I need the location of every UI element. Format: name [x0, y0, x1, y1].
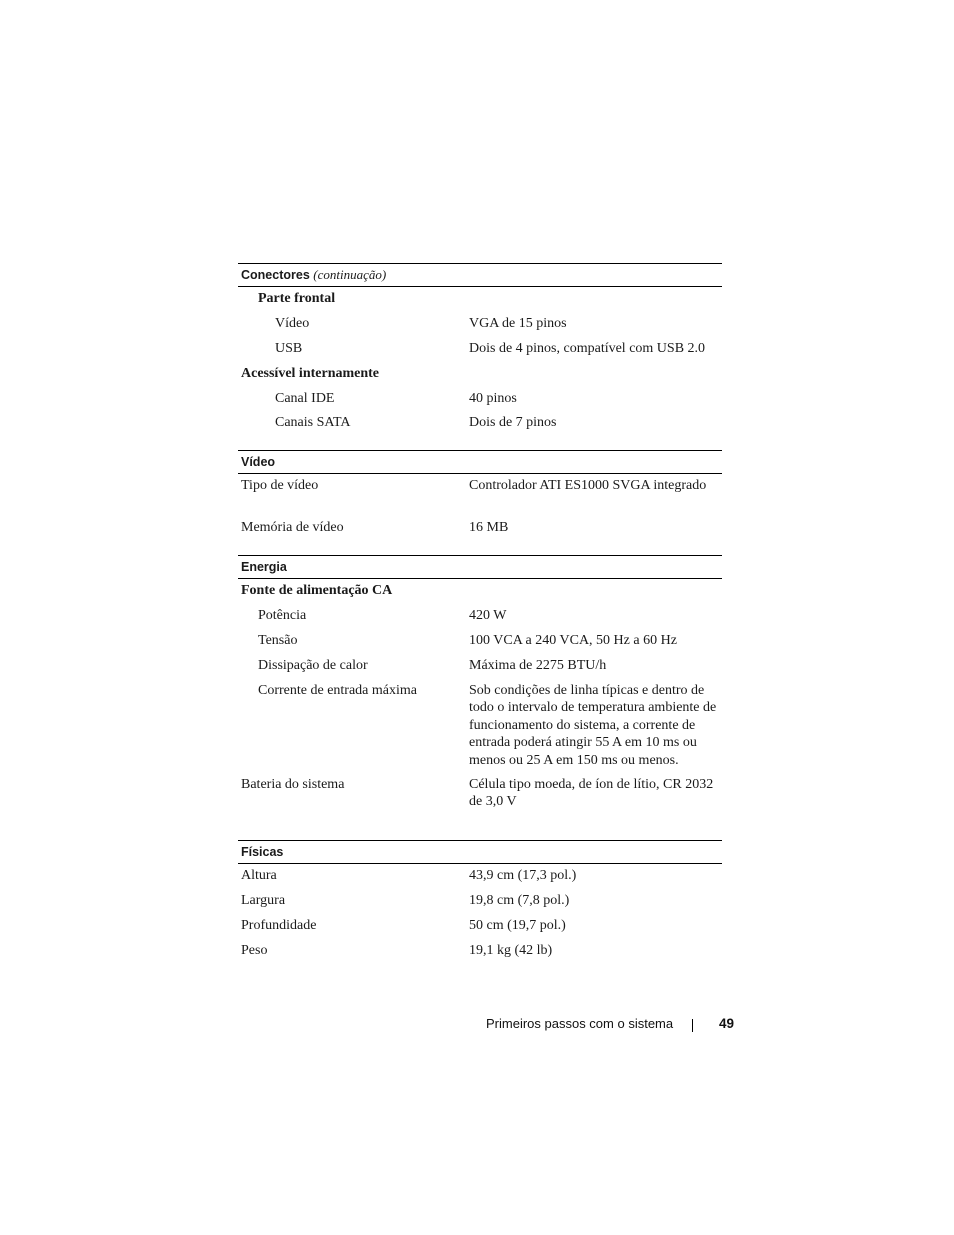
spec-label: Fonte de alimentação CA — [241, 583, 393, 598]
section-title-suffix: (continuação) — [313, 267, 387, 282]
spec-label: Canais SATA — [275, 415, 351, 430]
spec-value: 40 pinos — [469, 391, 517, 406]
spec-label: Bateria do sistema — [241, 777, 345, 792]
spec-row — [238, 414, 722, 438]
spec-label: Altura — [241, 868, 277, 883]
spec-value — [469, 582, 722, 607]
section-title: Vídeo — [241, 455, 276, 469]
spec-label: USB — [275, 341, 303, 356]
section-title: Conectores — [241, 268, 310, 282]
section-title: Físicas — [241, 845, 284, 859]
spec-row — [238, 892, 722, 917]
spec-label: Profundidade — [241, 918, 317, 933]
spec-value: Dois de 7 pinos — [469, 415, 557, 430]
spec-value: Máxima de 2275 BTU/h — [469, 658, 607, 673]
spec-row — [238, 365, 722, 390]
spec-value: Sob condições de linha típicas e dentro de todo o intervalo de temperatura ambiente de funcionamento do sistema, a corrente de entrada poderá atingir 55 A em 10 ms ou menos ou 25 A em 150 ms ou menos. — [469, 683, 717, 768]
page-footer — [486, 1016, 735, 1032]
spec-label: Canal IDE — [275, 391, 335, 406]
spec-label: Parte frontal — [258, 291, 336, 306]
spec-section-conectores — [238, 263, 722, 438]
spec-value: Controlador ATI ES1000 SVGA integrado — [469, 478, 707, 493]
section-header — [238, 450, 722, 474]
spec-label: Dissipação de calor — [258, 658, 368, 673]
spec-label: Largura — [241, 893, 286, 908]
spec-row — [238, 582, 722, 607]
section-header — [238, 840, 722, 864]
spec-value — [469, 365, 722, 390]
spec-value: VGA de 15 pinos — [469, 316, 567, 331]
spec-label: Potência — [258, 608, 307, 623]
spec-section-video — [238, 450, 722, 544]
spec-row — [238, 917, 722, 942]
spec-row — [238, 776, 722, 818]
spec-row — [238, 867, 722, 892]
spec-value: Dois de 4 pinos, compatível com USB 2.0 — [469, 341, 706, 356]
spec-label: Memória de vídeo — [241, 520, 344, 535]
spec-label: Tensão — [258, 633, 298, 648]
spec-row — [238, 519, 722, 544]
footer-divider — [692, 1019, 693, 1032]
page-number: 49 — [719, 1016, 735, 1031]
spec-value: 50 cm (19,7 pol.) — [469, 918, 566, 933]
spec-value: 19,8 cm (7,8 pol.) — [469, 893, 570, 908]
spec-label: Tipo de vídeo — [241, 478, 319, 493]
spec-row — [238, 315, 722, 340]
spec-label: Peso — [241, 943, 268, 958]
spec-row — [238, 607, 722, 632]
section-header — [238, 555, 722, 579]
section-title: Energia — [241, 560, 287, 574]
spec-value: 43,9 cm (17,3 pol.) — [469, 868, 577, 883]
spec-section-fisicas — [238, 840, 722, 967]
spec-row — [238, 657, 722, 682]
spec-label: Corrente de entrada máxima — [258, 683, 417, 698]
spec-value: 19,1 kg (42 lb) — [469, 943, 553, 958]
spec-value: Célula tipo moeda, de íon de lítio, CR 2032 de 3,0 V — [469, 777, 714, 810]
spec-row — [238, 290, 722, 315]
spec-value: 100 VCA a 240 VCA, 50 Hz a 60 Hz — [469, 633, 677, 648]
spec-label: Acessível internamente — [241, 366, 380, 381]
spec-row — [238, 632, 722, 657]
spec-row — [238, 390, 722, 414]
spec-row — [238, 340, 722, 365]
spec-value — [469, 290, 722, 315]
spec-section-energia — [238, 555, 722, 818]
spec-row — [238, 682, 722, 776]
spec-value: 16 MB — [469, 520, 509, 535]
spec-row — [238, 477, 722, 519]
footer-title: Primeiros passos com o sistema — [486, 1016, 674, 1031]
spec-label: Vídeo — [275, 316, 310, 331]
spec-value: 420 W — [469, 608, 507, 623]
section-header — [238, 263, 722, 287]
spec-row — [238, 942, 722, 967]
